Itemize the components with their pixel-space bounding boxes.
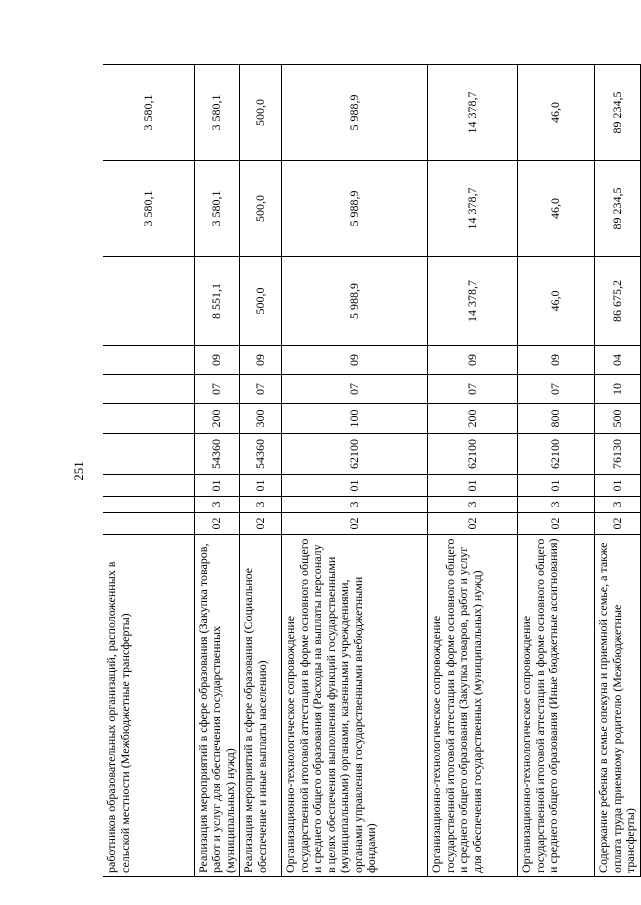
cell-expense-type: 100 bbox=[282, 404, 428, 434]
cell-section: 07 bbox=[518, 375, 595, 404]
cell-direction: 62100 bbox=[282, 434, 428, 475]
cell-program: 02 bbox=[428, 513, 518, 535]
cell-subsection: 04 bbox=[595, 346, 641, 375]
cell-amount-2: 5 988,9 bbox=[282, 161, 428, 257]
cell-program: 02 bbox=[595, 513, 641, 535]
cell-subprogram: 3 bbox=[240, 497, 282, 513]
cell-subsection: 09 bbox=[282, 346, 428, 375]
cell-amount-1: 5 988,9 bbox=[282, 257, 428, 346]
cell-expense-type: 500 bbox=[595, 404, 641, 434]
cell-amount-2: 89 234,5 bbox=[595, 161, 641, 257]
cell-main-activity bbox=[103, 475, 194, 497]
cell-direction: 76130 bbox=[595, 434, 641, 475]
cell-amount-2: 500,0 bbox=[240, 161, 282, 257]
row-name: Организационно-технологическое сопровождение государственной итоговой аттестации в форме основного общего и среднего общего образования (Закупка товаров, работ и услуг для обеспечения государственных (муниципальных) нужд) bbox=[428, 535, 518, 877]
cell-expense-type: 200 bbox=[194, 404, 240, 434]
row-name: Организационно-технологическое сопровождение государственной итоговой аттестации в форме основного общего и среднего общего образования (Иные бюджетные ассигнования) bbox=[518, 535, 595, 877]
table-row bbox=[282, 65, 428, 877]
cell-subsection bbox=[103, 346, 194, 375]
cell-amount-2: 3 580,1 bbox=[103, 161, 194, 257]
cell-subsection: 09 bbox=[240, 346, 282, 375]
cell-direction: 54360 bbox=[194, 434, 240, 475]
cell-main-activity: 01 bbox=[595, 475, 641, 497]
cell-section: 07 bbox=[428, 375, 518, 404]
cell-amount-3: 5 988,9 bbox=[282, 65, 428, 161]
row-name: работников образовательных организаций, расположенных в сельской местности (Межбюджетные трансферты) bbox=[103, 535, 194, 877]
cell-direction bbox=[103, 434, 194, 475]
cell-amount-1 bbox=[103, 257, 194, 346]
cell-main-activity: 01 bbox=[194, 475, 240, 497]
table-row bbox=[103, 65, 194, 877]
cell-subprogram: 3 bbox=[595, 497, 641, 513]
cell-program: 02 bbox=[518, 513, 595, 535]
cell-amount-3: 89 234,5 bbox=[595, 65, 641, 161]
budget-table-rotated bbox=[103, 65, 637, 877]
cell-amount-2: 3 580,1 bbox=[194, 161, 240, 257]
table-row bbox=[518, 65, 595, 877]
cell-amount-2: 14 378,7 bbox=[428, 161, 518, 257]
cell-program: 02 bbox=[240, 513, 282, 535]
cell-program: 02 bbox=[194, 513, 240, 535]
cell-amount-1: 14 378,7 bbox=[428, 257, 518, 346]
table-row bbox=[428, 65, 518, 877]
cell-main-activity: 01 bbox=[518, 475, 595, 497]
cell-subprogram: 3 bbox=[428, 497, 518, 513]
cell-subsection: 09 bbox=[428, 346, 518, 375]
cell-subsection: 09 bbox=[194, 346, 240, 375]
cell-amount-3: 500,0 bbox=[240, 65, 282, 161]
cell-main-activity: 01 bbox=[240, 475, 282, 497]
cell-direction: 54360 bbox=[240, 434, 282, 475]
cell-amount-3: 14 378,7 bbox=[428, 65, 518, 161]
cell-section: 07 bbox=[194, 375, 240, 404]
cell-subprogram: 3 bbox=[518, 497, 595, 513]
cell-subprogram: 3 bbox=[282, 497, 428, 513]
cell-section: 07 bbox=[282, 375, 428, 404]
cell-subprogram: 3 bbox=[194, 497, 240, 513]
cell-main-activity: 01 bbox=[428, 475, 518, 497]
table-row bbox=[194, 65, 240, 877]
cell-amount-1: 500,0 bbox=[240, 257, 282, 346]
cell-subprogram bbox=[103, 497, 194, 513]
cell-program: 02 bbox=[282, 513, 428, 535]
row-name: Содержание ребенка в семье опекуна и приемной семье, а также оплата труда приемному родителю (Межбюджетные трансферты) bbox=[595, 535, 641, 877]
cell-amount-1: 8 551,1 bbox=[194, 257, 240, 346]
row-name: Организационно-технологическое сопровождение государственной итоговой аттестации в форме основного общего и среднего общего образования (Расходы на выплаты персоналу в целях обеспечения выполнения функций государственными (муниципальными) органами, казенными учреждениями, органами управления государственными внебюджетными фондами) bbox=[282, 535, 428, 877]
cell-program bbox=[103, 513, 194, 535]
cell-amount-1: 46,0 bbox=[518, 257, 595, 346]
cell-direction: 62100 bbox=[518, 434, 595, 475]
table-row bbox=[595, 65, 641, 877]
row-name: Реализация мероприятий в сфере образования (Закупка товаров, работ и услуг для обеспечения государственных (муниципальных) нужд) bbox=[194, 535, 240, 877]
cell-subsection: 09 bbox=[518, 346, 595, 375]
page-number: 251 bbox=[71, 461, 86, 481]
cell-main-activity: 01 bbox=[282, 475, 428, 497]
row-name: Реализация мероприятий в сфере образования (Социальное обеспечение и иные выплаты населению) bbox=[240, 535, 282, 877]
cell-section: 10 bbox=[595, 375, 641, 404]
budget-table-frame bbox=[103, 65, 637, 877]
cell-expense-type: 200 bbox=[428, 404, 518, 434]
cell-direction: 62100 bbox=[428, 434, 518, 475]
cell-amount-3: 3 580,1 bbox=[103, 65, 194, 161]
cell-expense-type bbox=[103, 404, 194, 434]
cell-section: 07 bbox=[240, 375, 282, 404]
cell-expense-type: 300 bbox=[240, 404, 282, 434]
budget-table bbox=[103, 64, 641, 877]
cell-expense-type: 800 bbox=[518, 404, 595, 434]
cell-amount-3: 3 580,1 bbox=[194, 65, 240, 161]
cell-amount-2: 46,0 bbox=[518, 161, 595, 257]
cell-amount-1: 86 675,2 bbox=[595, 257, 641, 346]
cell-amount-3: 46,0 bbox=[518, 65, 595, 161]
table-row bbox=[240, 65, 282, 877]
cell-section bbox=[103, 375, 194, 404]
